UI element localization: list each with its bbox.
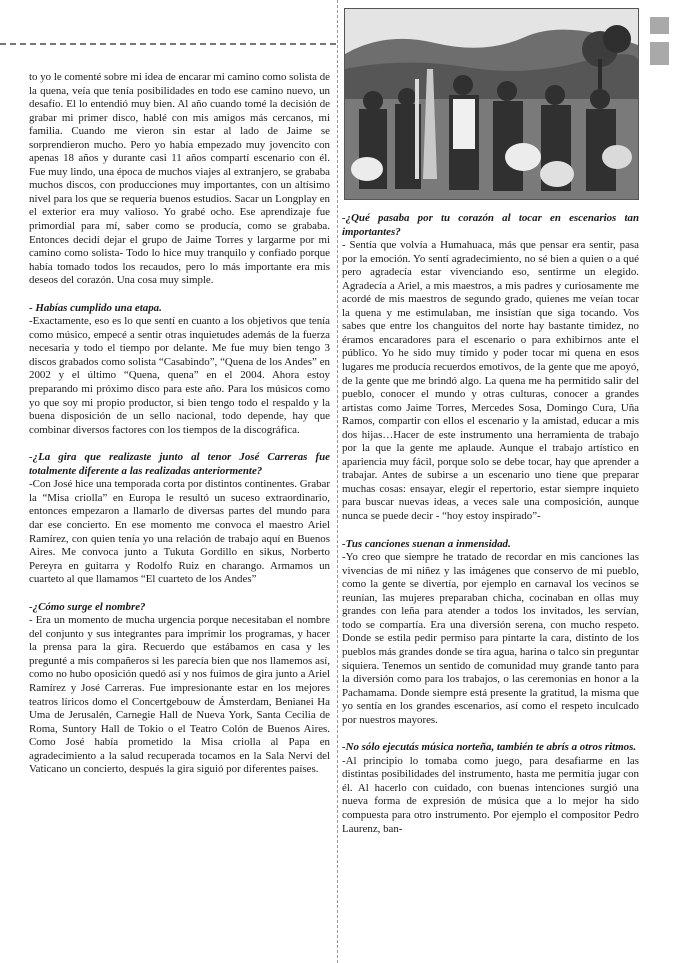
interview-question: - Habías cumplido una etapa. xyxy=(29,301,162,314)
column-divider xyxy=(337,0,338,963)
top-dashed-rule xyxy=(0,43,336,45)
musicians-photo-illustration xyxy=(345,9,638,199)
interview-question: -¿Qué pasaba por tu corazón al tocar en escenarios tan importantes? xyxy=(342,212,639,238)
paragraph: -Con José hice una temporada corta por distintos continentes. Grabar la “Misa criolla” en Europa le resultó un suceso extraordinario, entonces empezaron a llamarlo de diversas partes del mundo para dar ese concierto. En ese momento me convoca el maestro Ariel Ramírez, con quien tenía yo una relación de trabajo aquí en Buenos Aires. Me convoca junto a Tukuta Gordillo en sikus, Norberto Pereyra en guitarra y Rodolfo Ruiz en charango. Armamos un cuarteto al que llamamos “El cuarteto de los Andes” xyxy=(29,478,330,586)
paragraph: - Era un momento de mucha urgencia porque necesitaban el nombre del conjunto y sus integrantes para imprimir los programas, y hacer la prensa para la gira. Recuerdo que estábamos en casa y les pregunté a mis compañeros si les parecía bien que nos llamemos así, como no hubo oposición quedó así y nos fuimos de gira junto a Ariel Ramírez y José Carreras. Fue impresionante estar en los mejores teatros líricos domo el Concertgebouw de Ámsterdam, Benianei Ha Uma de Jerusalén, Carnegie Hall de Nueva York, Santa Cecilia de Roma, Suntory Hall de Tokio o el Teatro Colón de Buenos Aires. Como José había prometido la Misa criolla al Papa en agradecimiento a la salud recuperada tocamos en la Sala Nervi del Vaticano un concierto, después la gira siguió por diferentes países. xyxy=(29,614,330,776)
decorative-square xyxy=(650,42,669,65)
article-column-right xyxy=(342,212,639,836)
paragraph: to yo le comenté sobre mi idea de encarar mi camino como solista de la quena, veía que tenía posibilidades en todo ese camino nuevo, un desafío. El lo entendió muy bien. Al año cuando tomé la decisión de grabar mi primer disco, hablé con mis amigos más cercanos, mi familia. Cuando me vieron sin estar al lado de Jaime se sorprendieron mucho. Pero yo había empezado muy jovencito con apenas 18 años y durante casi 11 años compartí escenario con él. Fue muy lindo, una época de muchos viajes al extranjero, se grababa muchos discos, con producciones muy importantes, con un altísimo nivel para los que se requería buenos estudios. Sacar un Longplay en el exterior era muy valioso. Yo grabé ocho. Ese aprendizaje fue primordial para mí, saber como se producía, como se grababa. Entonces decidí dejar el grupo de Jaime Torres y largarme por mi camino como solista- Todo lo hice muy tranquilo y confiado porque había tomado todos los recaudos, pero lo más importante era mis deseos del corazón. Una cosa muy simple. xyxy=(29,71,330,287)
paragraph: - Sentía que volvía a Humahuaca, más que pensar era sentir, pasa por la emoción. Yo sentí agradecimiento, no sé bien a quien o a qué pero agradecía estar vivenciando eso, sentirme un elegido. Agradecía a Ariel, a mis maestros, a mis padres y curiosamente me acordé de mis maestros de segundo grado, quienes me veían tocar la quena y me estimulaban, me insistían que siga tocando. Vos sabes que entre los changuitos del norte hay bastante timidez, no éramos encaradores para el escenario o para exhibirnos ante el público. Yo he sido muy tímido y poder tocar mi quena en esos lugares me producía recuerdos emotivos, de la gente que me apoyó, de la gente que me brindó algo. La quena me ha permitido salir del pueblo, conocer el mundo y otras culturas, conocer a grandes artistas como Jaime Torres, Mercedes Sosa, Domingo Cura, Uña Ramos, compartir con ellos el escenario y la amistad, educar a mis dos hijas…Hacer de este instrumento una herramienta de trabajo por la que la gente me aplaude. Aunque el trabajo artístico en apariencia muy fácil, porque solo se debe tocar, hay que aprender a trabajar. Antes de subirse a un escenario uno tiene que preparar muchas cosas: ensayar, elegir el repertorio, estar siempre inquieto para buscar nuevas ideas, a veces sale una composición, aunque nunca se puede decir - “hoy estoy inspirado”- xyxy=(342,239,639,523)
interview-question: -¿La gira que realizaste junto al tenor José Carreras fue totalmente diferente a las realizadas anteriormente? xyxy=(29,451,330,477)
musicians-photo xyxy=(344,8,639,200)
interview-question: -Tus canciones suenan a inmensidad. xyxy=(342,537,511,550)
interview-question: -No sólo ejecutás música norteña, también te abrís a otros ritmos. xyxy=(342,741,637,754)
paragraph: -Al principio lo tomaba como juego, para desafiarme en las distintas posibilidades del instrumento, hasta me permitía jugar con él. Al hacerlo con cuidado, con buenas intenciones surgió una nueva forma de expresión de música que a lo mejor ha sido compuesta para otro instrumento. Por ejemplo el compositor Pedro Laurenz, ban- xyxy=(342,754,639,835)
decorative-square xyxy=(650,17,669,34)
interview-question: -¿Cómo surge el nombre? xyxy=(29,600,146,613)
paragraph: -Yo creo que siempre he tratado de recordar en mis canciones las vivencias de mi niñez y las imágenes que conservo de mi pueblo, como la gente se divertía, por ejemplo en carnaval los vecinos se reunían, las mujeres preparaban chicha, cocinaban en ollas muy grandes con leña para atender a todos los invitados, les servían, todo se compartía. Era una diversión serena, con mucho respeto. Donde se estila pedir permiso para pintarte la cara, distinto de los pueblos más grandes donde se tira agua, harina o talco sin preguntar siquiera. Tenemos un sentido de comunidad muy grande tanto para la diversión como para los trabajos, o las ceremonias en honor a la Pachamama. Donde siempre está presente la gratitud, la misma que yo sentía en los grandes escenarios, así como el respeto inculcado por nuestros mayores. xyxy=(342,551,639,726)
article-column-left xyxy=(29,71,330,777)
paragraph: -Exactamente, eso es lo que sentí en cuanto a los objetivos que tenía como músico, empecé a sentir otras inquietudes además de la fuerza necesaria y todo el tiempo por delante. Me fue muy bien tengo 3 discos grabados como solista “Casabindo”, “Quena de los Andes” en 2002 y el último “Quena, quena” en el 2004. Ahora estoy preparando mi próximo disco para este año. Para los músicos como yo que soy mi propio productor, si bien tengo todo el respaldo y la buena disposición de un sello nacional, todo depende, hay que combinar diversos factores con los tiempos de la discográfica. xyxy=(29,315,330,436)
